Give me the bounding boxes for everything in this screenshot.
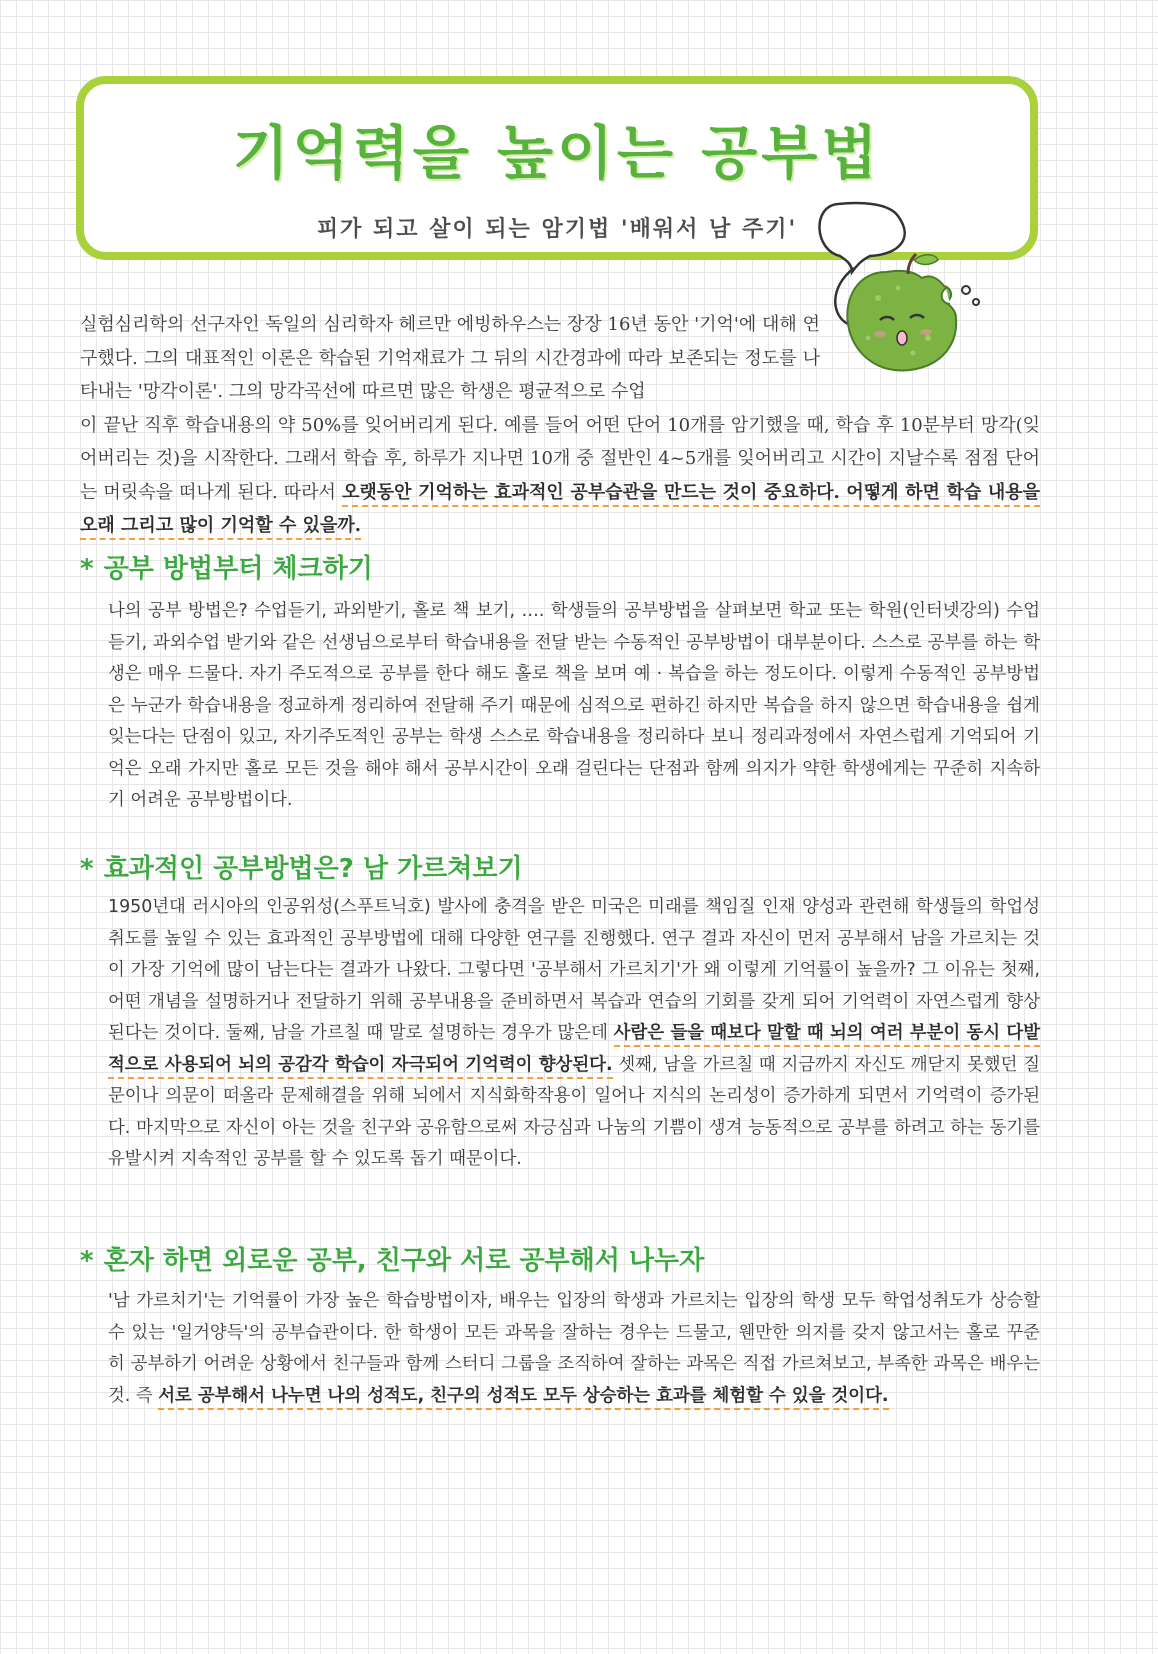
star-icon: * bbox=[80, 854, 94, 884]
intro-highlight: 오랫동안 기억하는 효과적인 공부습관을 만드는 것이 중요하다. 어떻게 하면 학습 내용을 오래 그리고 많이 기억할 수 있을까. bbox=[80, 482, 1040, 541]
section-text-b: 셋째, 남을 가르칠 때 지금까지 자신도 깨닫지 못했던 질문이나 의문이 떠올라 문제해결을 위해 뇌에서 지식화학작용이 일어나 지식의 논리성이 증가하게 되면서 기억력이 증가된다. 마지막으로 자신이 아는 것을 친구와 공유함으로써 자긍심과 나눔의 기쁨이 생겨 능동적으로 공부를 하려고 하는 동기를 유발시켜 지속적인 공부를 할 수 있도록 돕기 때문이다. bbox=[108, 1054, 1040, 1169]
section-heading-text: 혼자 하면 외로운 공부, 친구와 서로 공부해서 나누자 bbox=[103, 1246, 705, 1276]
section-heading-check-method bbox=[80, 548, 373, 585]
section-highlight: 사람은 들을 때보다 말할 때 뇌의 여러 부분이 동시 다발적으로 사용되어 뇌의 공감각 학습이 자극되어 기억력이 향상된다. bbox=[108, 1023, 1040, 1079]
star-icon: * bbox=[80, 1246, 94, 1276]
intro-text-part2: 이 끝난 직후 학습내용의 약 50%를 잊어버리게 된다. 예를 들어 어떤 단어 10개를 암기했을 때, 학습 후 10분부터 망각(잊어버리는 것)을 시작한다. 그래서 학습 후, 하루가 지나면 10개 중 절반인 4~5개를 잊어버리고 시간이 지날수록 점점 단어는 머릿속을 떠나게 된다. 따라서 bbox=[80, 414, 1040, 503]
section-text-a: 1950년대 러시아의 인공위성(스푸트닉호) 발사에 충격을 받은 미국은 미래를 책임질 인재 양성과 관련해 학생들의 학업성취도를 높일 수 있는 효과적인 공부방법에 대해 다양한 연구를 진행했다. 연구 결과 자신이 먼저 공부해서 남을 가르치는 것이 가장 기억에 많이 남는다는 결과가 나왔다. 그렇다면 '공부해서 가르치기'가 왜 이렇게 기억률이 높을까? 그 이유는 첫째, 어떤 개념을 설명하거나 전달하기 위해 공부내용을 준비하면서 복습과 연습의 기회를 갖게 되어 기억력이 자연스럽게 향상된다는 것이다. 둘째, 남을 가르칠 때 말로 설명하는 경우가 많은데 bbox=[108, 897, 1040, 1043]
section-heading-text: 효과적인 공부방법은? 남 가르쳐보기 bbox=[103, 854, 523, 884]
star-icon: * bbox=[80, 554, 94, 584]
section-heading-teach-others bbox=[80, 848, 523, 885]
intro-paragraph bbox=[80, 308, 1040, 543]
section-body-study-together bbox=[108, 1286, 1040, 1412]
section-highlight: 서로 공부해서 나누면 나의 성적도, 친구의 성적도 모두 상승하는 효과를 체험할 수 있을 것이다. bbox=[158, 1386, 888, 1410]
page-title: 기억력을 높이는 공부법 bbox=[232, 119, 882, 187]
section-heading-text: 공부 방법부터 체크하기 bbox=[103, 554, 373, 584]
section-body-teach-others bbox=[108, 892, 1040, 1176]
section-heading-study-together bbox=[80, 1240, 704, 1277]
section-text-a: '남 가르치기'는 기억률이 가장 높은 학습방법이자, 배우는 입장의 학생과 가르치는 입장의 학생 모두 학업성취도가 상승할 수 있는 '일거양득'의 공부습관이다. 한 학생이 모든 과목을 잘하는 경우는 드물고, 웬만한 의지를 갖지 않고서는 홀로 꾸준히 공부하기 어려운 상황에서 친구들과 함께 스터디 그룹을 조직하여 잘하는 과목은 직접 가르쳐보고, 부족한 과목은 배우는 것. 즉 bbox=[108, 1291, 1040, 1406]
section-body-check-method: 나의 공부 방법은? 수업듣기, 과외받기, 홀로 책 보기, …. 학생들의 공부방법을 살펴보면 학교 또는 학원(인터넷강의) 수업 듣기, 과외수업 받기와 같은 선생님으로부터 학습내용을 전달 받는 수동적인 공부방법이 대부분이다. 스스로 공부를 하는 학생은 매우 드물다. 자기 주도적으로 공부를 한다 해도 홀로 책을 보며 예 · 복습을 하는 정도이다. 이렇게 수동적인 공부방법은 누군가 학습내용을 정교하게 정리하여 전달해 주기 때문에 심적으로 편하긴 하지만 복습을 하지 않으면 학습내용을 쉽게 잊는다는 단점이 있고, 자기주도적인 공부는 학생 스스로 학습내용을 정리하다 보니 정리과정에서 자연스럽게 기억되어 기억은 오래 가지만 홀로 모든 것을 해야 해서 공부시간이 오래 걸린다는 단점과 함께 의지가 약한 학생에게는 꾸준히 지속하기 어려운 공부방법이다. bbox=[108, 601, 1040, 810]
page-subtitle: 피가 되고 살이 되는 암기법 '배워서 남 주기' bbox=[316, 217, 798, 242]
intro-text-part1: 실험심리학의 선구자인 독일의 심리학자 헤르만 에빙하우스는 장장 16년 동안 '기억'에 대해 연구했다. 그의 대표적인 이론은 학습된 기억재료가 그 뒤의 시간경과에 따라 보존되는 정도를 나타내는 '망각이론'. 그의 망각곡선에 따르면 많은 학생은 평균적으로 수업 bbox=[80, 314, 820, 402]
